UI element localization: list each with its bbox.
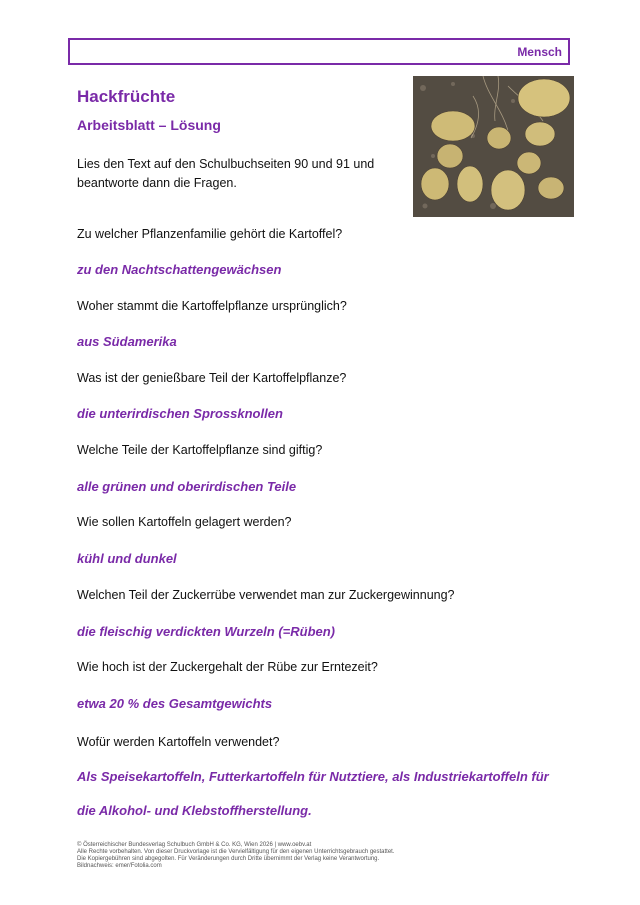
page-subtitle: Arbeitsblatt – Lösung xyxy=(77,117,221,133)
question: Welchen Teil der Zuckerrübe verwendet man zur Zuckergewinnung? xyxy=(77,588,455,602)
footer-copyright: © Österreichischer Bundesverlag Schulbuch GmbH & Co. KG, Wien 2026 | www.oebv.at xyxy=(77,842,312,848)
question: Was ist der genießbare Teil der Kartoffelpflanze? xyxy=(77,371,347,385)
footer-fees: Die Kopiergebühren sind abgegolten. Für Veränderungen durch Dritte übernimmt der Verlag keine Verantwortung. xyxy=(77,856,380,862)
page-title: Hackfrüchte xyxy=(77,87,176,106)
potatoes-photo xyxy=(413,76,574,217)
qa-item xyxy=(77,227,597,241)
subject-label: Mensch xyxy=(517,45,562,59)
question: Woher stammt die Kartoffelpflanze ursprünglich? xyxy=(77,299,347,313)
answer: alle grünen und oberirdischen Teile xyxy=(77,479,297,494)
intro-text: Lies den Text auf den Schulbuchseiten 90 und 91 und beantworte dann die Fragen. xyxy=(77,157,375,190)
answer: zu den Nachtschattengewächsen xyxy=(77,262,282,277)
question: Wie sollen Kartoffeln gelagert werden? xyxy=(77,515,292,529)
answer: aus Südamerika xyxy=(77,334,177,349)
footer xyxy=(77,842,557,870)
answer: Als Speisekartoffeln, Futterkartoffeln für Nutztiere, als Industriekartoffeln für die Alkohol- und Klebstoffherstellung. xyxy=(77,769,549,818)
question: Wie hoch ist der Zuckergehalt der Rübe zur Erntezeit? xyxy=(77,660,378,674)
footer-image-credit: Bildnachweis: emer/Fotolia.com xyxy=(77,863,162,869)
question: Welche Teile der Kartoffelpflanze sind giftig? xyxy=(77,443,323,457)
question: Zu welcher Pflanzenfamilie gehört die Kartoffel? xyxy=(77,227,343,241)
footer-rights: Alle Rechte vorbehalten. Von dieser Druckvorlage ist die Vervielfältigung für den eigenen Unterrichtsgebrauch gestattet. xyxy=(77,849,395,855)
answer: die fleischig verdickten Wurzeln (=Rüben) xyxy=(77,624,336,639)
answer: die unterirdischen Sprossknollen xyxy=(77,406,283,421)
question: Wofür werden Kartoffeln verwendet? xyxy=(77,735,280,749)
header-box xyxy=(68,38,570,65)
answer: kühl und dunkel xyxy=(77,551,177,566)
answer: etwa 20 % des Gesamtgewichts xyxy=(77,696,273,711)
